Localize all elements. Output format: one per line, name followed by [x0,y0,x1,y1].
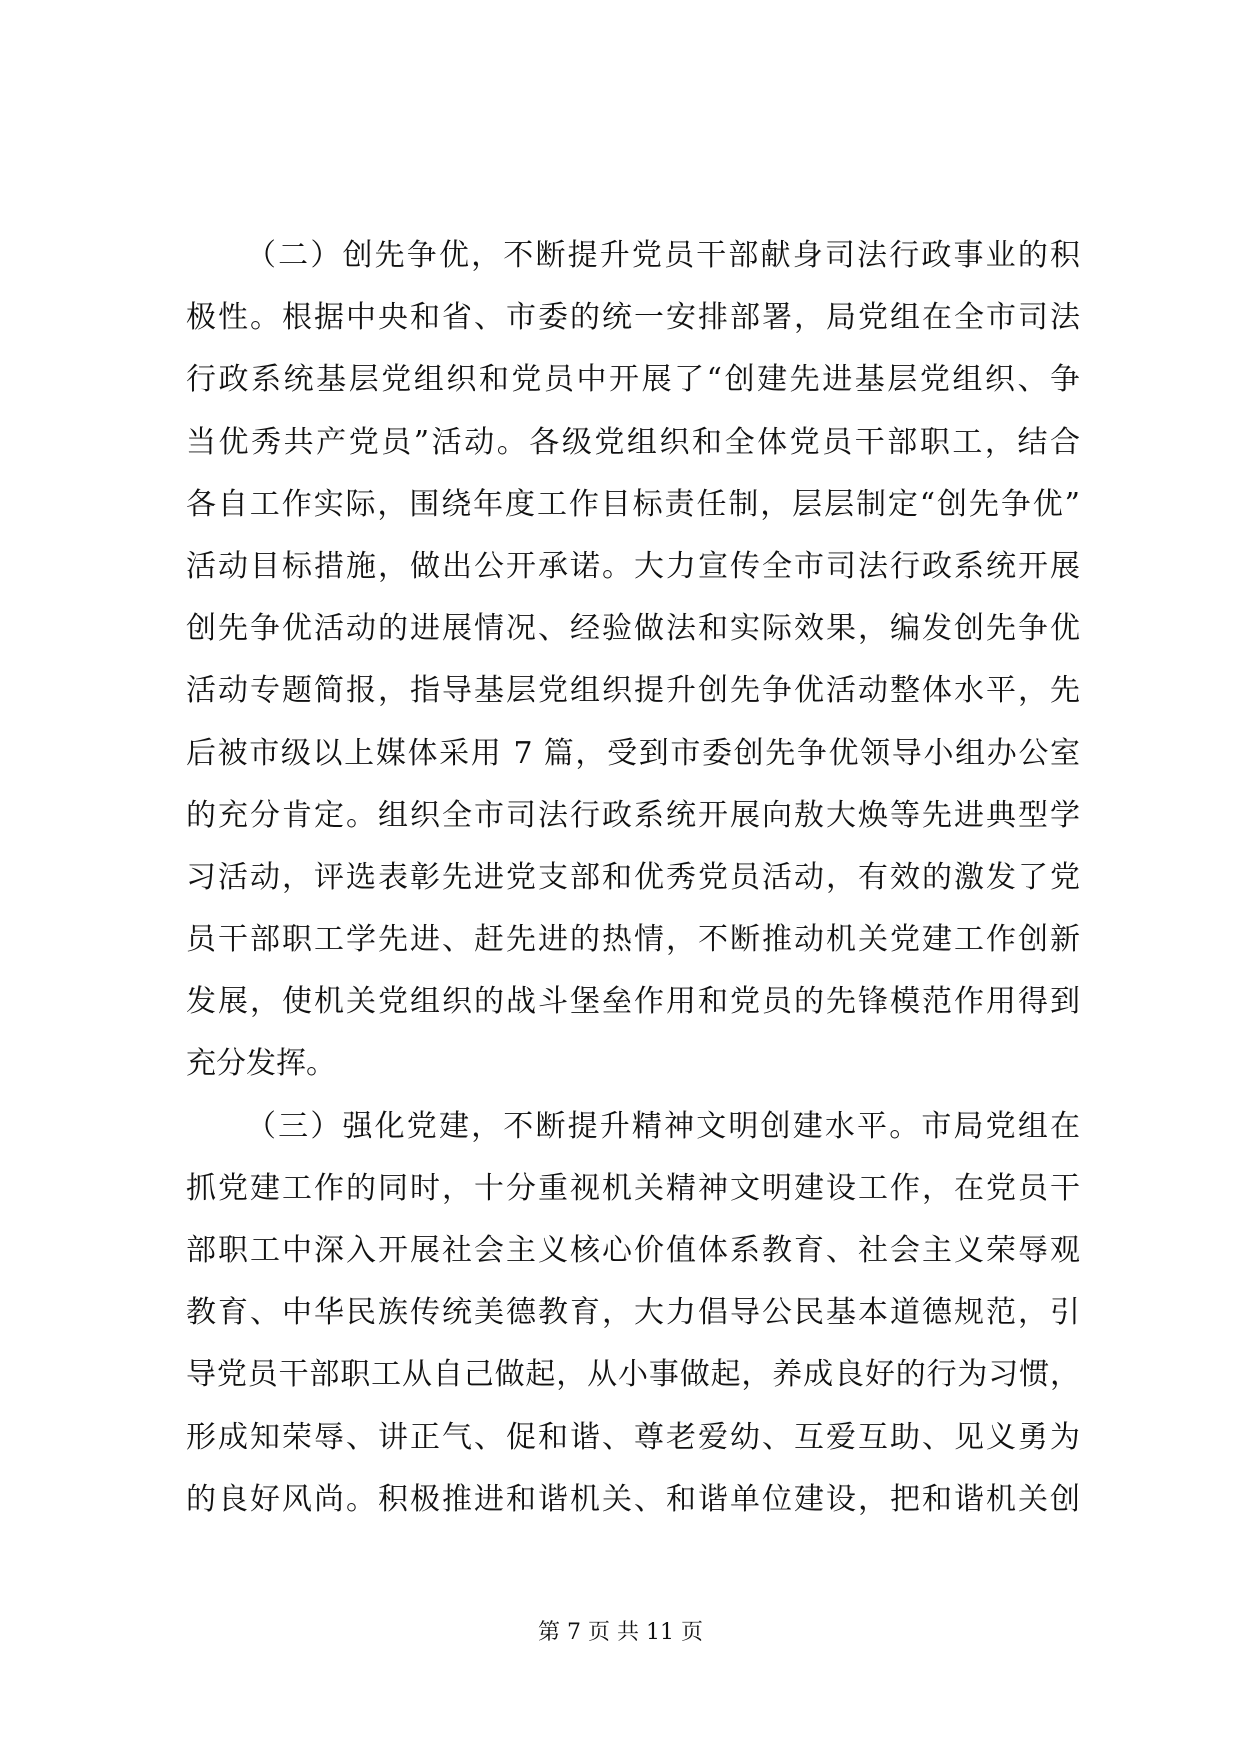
text-line: 导党员干部职工从自己做起，从小事做起，养成良好的行为习惯， [186,1357,1080,1393]
text-line: 的良好风尚。积极推进和谐机关、和谐单位建设，把和谐机关创 [186,1481,1080,1517]
text-line: 行政系统基层党组织和党员中开展了“创建先进基层党组织、争 [186,362,1080,398]
text-line: 活动目标措施，做出公开承诺。大力宣传全市司法行政系统开展 [186,548,1080,584]
text-line: 的充分肯定。组织全市司法行政系统开展向敖大焕等先进典型学 [186,797,1080,833]
text-line: 活动专题简报，指导基层党组织提升创先争优活动整体水平，先 [186,673,1080,709]
text-line: 员干部职工学先进、赶先进的热情，不断推动机关党建工作创新 [186,922,1080,958]
text-line: 充分发挥。 [186,1046,336,1082]
page-footer: 第 7 页 共 11 页 [538,1620,703,1645]
text-line: 各自工作实际，围绕年度工作目标责任制，层层制定“创先争优” [186,486,1080,522]
text-line: 形成知荣辱、讲正气、促和谐、尊老爱幼、互爱互助、见义勇为 [186,1419,1080,1455]
text-line: （二）创先争优，不断提升党员干部献身司法行政事业的积 [246,238,1080,273]
text-line: 当优秀共产党员”活动。各级党组织和全体党员干部职工，结合 [186,424,1080,460]
text-line: 发展，使机关党组织的战斗堡垒作用和党员的先锋模范作用得到 [186,984,1080,1020]
text-line: 习活动，评选表彰先进党支部和优秀党员活动，有效的激发了党 [186,859,1080,895]
text-line: 极性。根据中央和省、市委的统一安排部署，局党组在全市司法 [186,300,1080,336]
text-line: 后被市级以上媒体采用 7 篇，受到市委创先争优领导小组办公室 [186,735,1080,771]
document-body [186,225,1080,1531]
text-line: 抓党建工作的同时，十分重视机关精神文明建设工作，在党员干 [186,1170,1080,1206]
text-line: （三）强化党建，不断提升精神文明创建水平。市局党组在 [246,1108,1080,1144]
text-line: 教育、中华民族传统美德教育，大力倡导公民基本道德规范，引 [186,1295,1080,1331]
text-line: 部职工中深入开展社会主义核心价值体系教育、社会主义荣辱观 [186,1233,1080,1268]
text-line: 创先争优活动的进展情况、经验做法和实际效果，编发创先争优 [186,611,1080,647]
